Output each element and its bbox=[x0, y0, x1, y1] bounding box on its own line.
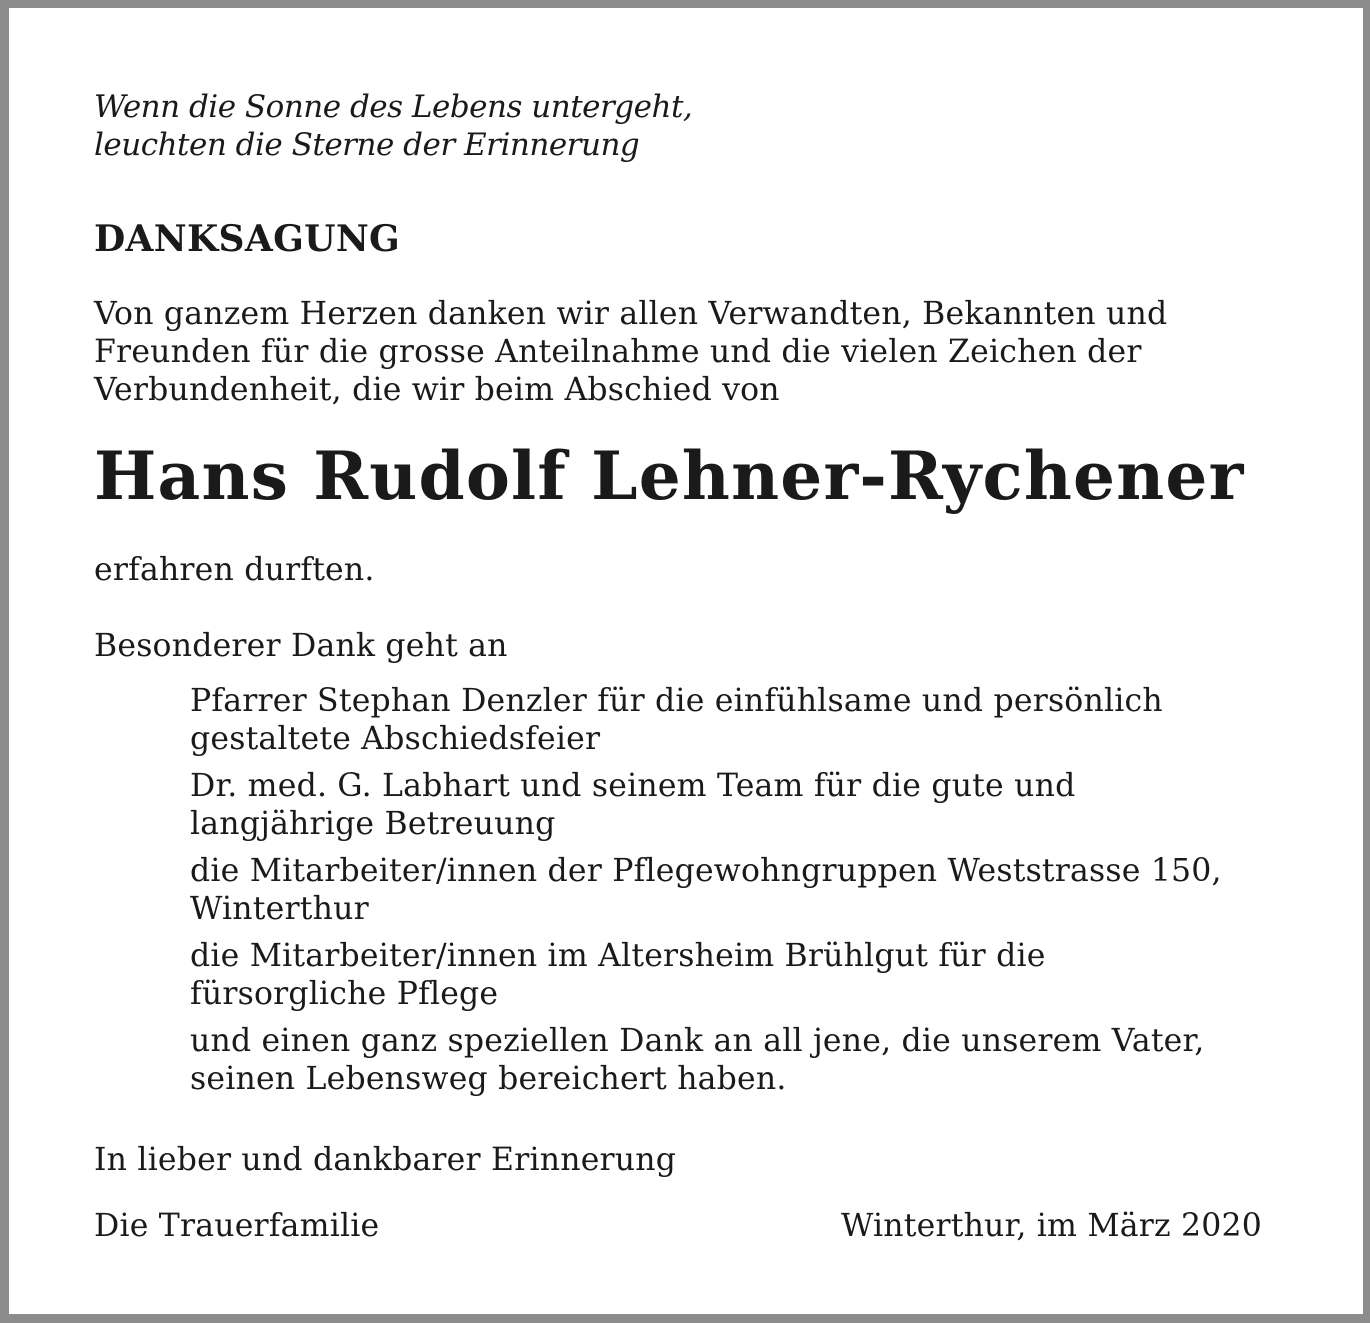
thanks-item-line: Dr. med. G. Labhart und seinem Team für die gute und bbox=[190, 768, 1076, 804]
thanks-item bbox=[190, 937, 1222, 1013]
thanks-intro: Besonderer Dank geht an bbox=[94, 628, 508, 664]
outro-text: erfahren durften. bbox=[94, 552, 375, 588]
deceased-name: Hans Rudolf Lehner-Rychener bbox=[94, 437, 1245, 515]
intro-line: Von ganzem Herzen danken wir allen Verwandten, Bekannten und bbox=[94, 296, 1168, 332]
thanks-item-line: seinen Lebensweg bereichert haben. bbox=[190, 1061, 787, 1097]
thanks-item-line: die Mitarbeiter/innen der Pflegewohngruppen Weststrasse 150, bbox=[190, 853, 1222, 889]
thanks-item-line: die Mitarbeiter/innen im Altersheim Brühlgut für die bbox=[190, 938, 1046, 974]
thanks-item-line: gestaltete Abschiedsfeier bbox=[190, 721, 601, 757]
thanks-item-line: Winterthur bbox=[190, 891, 369, 927]
thanks-item bbox=[190, 852, 1222, 928]
motto-line: leuchten die Sterne der Erinnerung bbox=[94, 127, 640, 163]
family-signature: Die Trauerfamilie bbox=[94, 1208, 380, 1244]
intro-paragraph bbox=[94, 295, 1167, 409]
thanks-item bbox=[190, 767, 1222, 843]
motto-line: Wenn die Sonne des Lebens untergeht, bbox=[94, 89, 693, 125]
thanks-list bbox=[190, 682, 1222, 1107]
thanks-item-line: fürsorgliche Pflege bbox=[190, 976, 499, 1012]
closing-line: In lieber und dankbarer Erinnerung bbox=[94, 1142, 677, 1178]
intro-line: Verbundenheit, die wir beim Abschied von bbox=[94, 372, 780, 408]
place-date: Winterthur, im März 2020 bbox=[840, 1208, 1262, 1244]
intro-line: Freunden für die grosse Anteilnahme und die vielen Zeichen der bbox=[94, 334, 1142, 370]
thanks-item bbox=[190, 682, 1222, 758]
thanks-item-line: und einen ganz speziellen Dank an all jene, die unserem Vater, bbox=[190, 1023, 1205, 1059]
thanks-item-line: Pfarrer Stephan Denzler für die einfühlsame und persönlich bbox=[190, 683, 1163, 719]
motto-quote bbox=[94, 88, 692, 164]
notice-heading: DANKSAGUNG bbox=[94, 218, 401, 260]
thanks-item-line: langjährige Betreuung bbox=[190, 806, 556, 842]
thanks-item bbox=[190, 1022, 1222, 1098]
